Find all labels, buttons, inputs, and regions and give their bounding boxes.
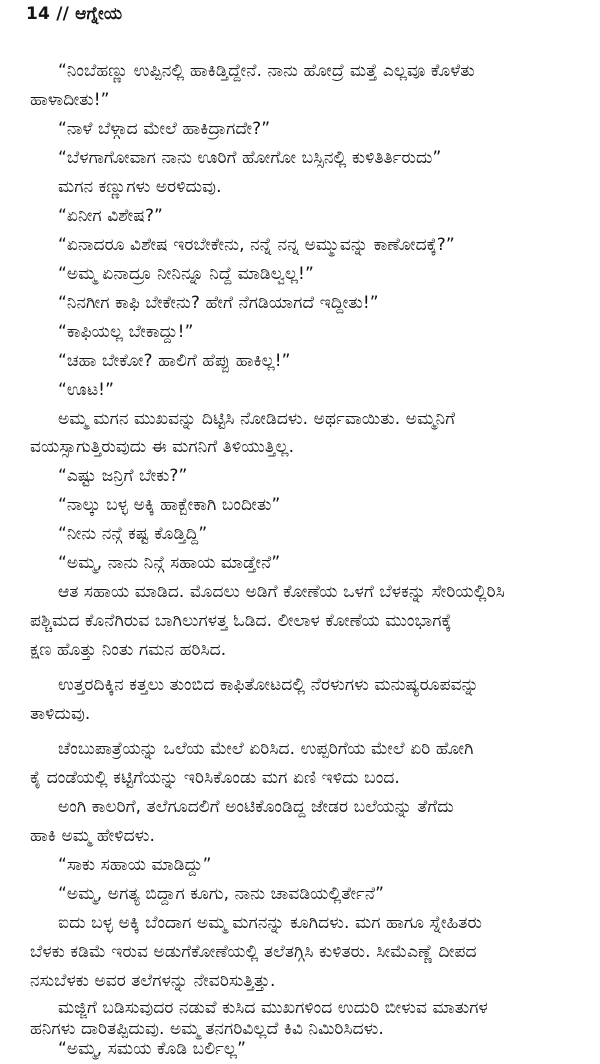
text-line: ವಯಸ್ಸಾಗುತ್ತಿರುವುದು ಈ ಮಗನಿಗೆ ತಿಳಿಯುತ್ತಿಲ್ಲ. <box>30 437 295 457</box>
text-line: ಪಶ್ಚಿಮದ ಕೊನೆಗಿರುವ ಬಾಗಿಲುಗಳತ್ತ ಓಡಿದ. ಲೀಲಾಳ ಕೋಣೆಯ ಮುಂಭಾಗಕ್ಕೆ <box>30 611 452 631</box>
text-line: “ಅಮ್ಮ, ನಾನು ನಿನ್ಗೆ ಸಹಾಯ ಮಾಡ್ತೇನೆ” <box>58 553 281 573</box>
text-line: ಐದು ಬಳ್ಳ ಅಕ್ಕಿ ಬೆಂದಾಗ ಅಮ್ಮ ಮಗನನ್ನು ಕೂಗಿದಳು. ಮಗ ಹಾಗೂ ಸ್ನೇಹಿತರು <box>58 913 482 933</box>
book-title: ಆಗ್ನೇಯ <box>75 4 123 24</box>
text-line: “ಏನೀಗ ವಿಶೇಷ?” <box>58 206 163 226</box>
text-line: “ಅಮ್ಮ ಏನಾದ್ರೂ ನೀನಿನ್ನೂ ನಿದ್ದೆ ಮಾಡಿಲ್ವಲ್ಲ!” <box>58 264 314 284</box>
text-line: ಬೆಳಕು ಕಡಿಮೆ ಇರುವ ಅಡುಗೆಕೋಣೆಯಲ್ಲಿ ತಲೆತಗ್ಗಿಸಿ ಕುಳಿತರು. ಸೀಮೆಎಣ್ಣೆ ದೀಪದ <box>30 942 477 962</box>
text-line: ಮಜ್ಜಿಗೆ ಬಡಿಸುವುದರ ನಡುವೆ ಕುಸಿದ ಮುಖಗಳಿಂದ ಉದುರಿ ಬೀಳುವ ಮಾತುಗಳ <box>58 998 488 1018</box>
text-line: ಕೈ ದಂಡೆಯಲ್ಲಿ ಕಟ್ಟಿಗೆಯನ್ನು ಇರಿಸಿಕೊಂಡು ಮಗ ಏಣಿ ಇಳಿದು ಬಂದ. <box>30 768 400 788</box>
text-line: “ಅಮ್ಮ, ಅಗತ್ಯ ಬಿದ್ದಾಗ ಕೂಗು, ನಾನು ಚಾವಡಿಯಲ್ಲಿರ್ತೇನೆ” <box>58 884 385 904</box>
text-line: “ಎಷ್ಟು ಜನ್ರಿಗೆ ಬೇಕು?” <box>58 466 188 486</box>
text-line: ಹನಿಗಳು ದಾರಿತಪ್ಪಿದುವು. ಅಮ್ಮ ತನಗರಿವಿಲ್ಲದೆ ಕಿವಿ ನಿಮಿರಿಸಿದಳು. <box>30 1019 384 1039</box>
text-line: “ನಾಲ್ಕು ಬಳ್ಳ ಅಕ್ಕಿ ಹಾಕ್ಬೇಕಾಗಿ ಬಂದೀತು” <box>58 495 281 515</box>
header-separator: // <box>56 4 70 24</box>
text-line: “ನಿಂಬೆಹಣ್ಣು ಉಪ್ಪಿನಲ್ಲಿ ಹಾಕಿಡ್ತಿದ್ದೇನೆ. ನಾನು ಹೋದ್ರೆ ಮತ್ತೆ ಎಲ್ಲವೂ ಕೊಳೆತು <box>58 61 475 81</box>
running-header <box>26 4 122 24</box>
text-line: ಉತ್ತರದಿಕ್ಕಿನ ಕತ್ತಲು ತುಂಬಿದ ಕಾಫಿತೋಟದಲ್ಲಿ ನೆರಳುಗಳು ಮನುಷ್ಯರೂಪವನ್ನು <box>58 675 479 695</box>
text-line: ಅಂಗಿ ಕಾಲರಿಗೆ, ತಲೆಗೂದಲಿಗೆ ಅಂಟಿಕೊಂಡಿದ್ದ ಜೇಡರ ಬಲೆಯನ್ನು ತೆಗೆದು <box>58 797 454 817</box>
text-line: ತಾಳಿದುವು. <box>30 704 91 724</box>
text-line: “ನಾಳೆ ಬೆಳ್ಗಾದ ಮೇಲೆ ಹಾಕಿದ್ರಾಗದೇ?” <box>58 119 271 139</box>
text-line: “ಚಹಾ ಬೇಕೋ? ಹಾಲಿಗೆ ಹೆಪ್ಪು ಹಾಕಿಲ್ಲ!” <box>58 351 291 371</box>
text-line: “ಏನಾದರೂ ವಿಶೇಷ ಇರಬೇಕೇನು, ನನ್ನೆ ನನ್ನ ಅಮ್ಮುವನ್ನು ಕಾಣೋದಕ್ಕೆ?” <box>58 235 455 255</box>
text-line: ನಸುಬೆಳಕು ಅವರ ತಲೆಗಳನ್ನು ನೇವರಿಸುತ್ತಿತ್ತು. <box>30 971 276 991</box>
text-line: “ಸಾಕು ಸಹಾಯ ಮಾಡಿದ್ದು” <box>58 855 212 875</box>
text-line: ಆತ ಸಹಾಯ ಮಾಡಿದ. ಮೊದಲು ಅಡಿಗೆ ಕೋಣೆಯ ಒಳಗೆ ಬೆಳಕನ್ನು ಸೇರಿಯಲ್ಲಿರಿಸಿ <box>58 582 505 602</box>
text-line: ಹಾಕಿ ಅಮ್ಮ ಹೇಳಿದಳು. <box>30 826 155 846</box>
text-line: “ನಿನಗೀಗ ಕಾಫಿ ಬೇಕೇನು? ಹೇಗೆ ನೆಗಡಿಯಾಗದೆ ಇದ್ದೀತು!” <box>58 293 379 313</box>
text-line: “ಬೆಳಗಾಗೋವಾಗ ನಾನು ಊರಿಗೆ ಹೋಗೋ ಬಸ್ಸಿನಲ್ಲಿ ಕುಳಿತಿರ್ತಿರುದು” <box>58 148 442 168</box>
page-number: 14 <box>26 4 51 24</box>
text-line: ಅಮ್ಮ ಮಗನ ಮುಖವನ್ನು ದಿಟ್ಟಿಸಿ ನೋಡಿದಳು. ಅರ್ಥವಾಯಿತು. ಅಮ್ಮನಿಗೆ <box>58 409 456 429</box>
text-line: “ನೀನು ನನ್ಗೆ ಕಷ್ಟ ಕೊಡ್ತಿದ್ದಿ” <box>58 524 208 544</box>
text-line: “ಅಮ್ಮ, ಸಮಯ ಕೊಡಿ ಬರ್ಲಿಲ್ಲ” <box>58 1039 246 1059</box>
text-line: “ಕಾಫಿಯಲ್ಲ ಬೇಕಾದ್ದು!” <box>58 322 194 342</box>
text-line: ಚೆಂಬುಪಾತ್ರೆಯನ್ನು ಒಲೆಯ ಮೇಲೆ ಏರಿಸಿದ. ಉಪ್ಪರಿಗೆಯ ಮೇಲೆ ಏರಿ ಹೋಗಿ <box>58 739 474 759</box>
text-line: ಹಾಳಾದೀತು!” <box>30 90 110 110</box>
text-line: ಮಗನ ಕಣ್ಣುಗಳು ಅರಳಿದುವು. <box>58 177 222 197</box>
text-line: “ಊಟ!” <box>58 380 114 400</box>
text-line: ಕ್ಷಣ ಹೊತ್ತು ನಿಂತು ಗಮನ ಹರಿಸಿದ. <box>30 640 227 660</box>
